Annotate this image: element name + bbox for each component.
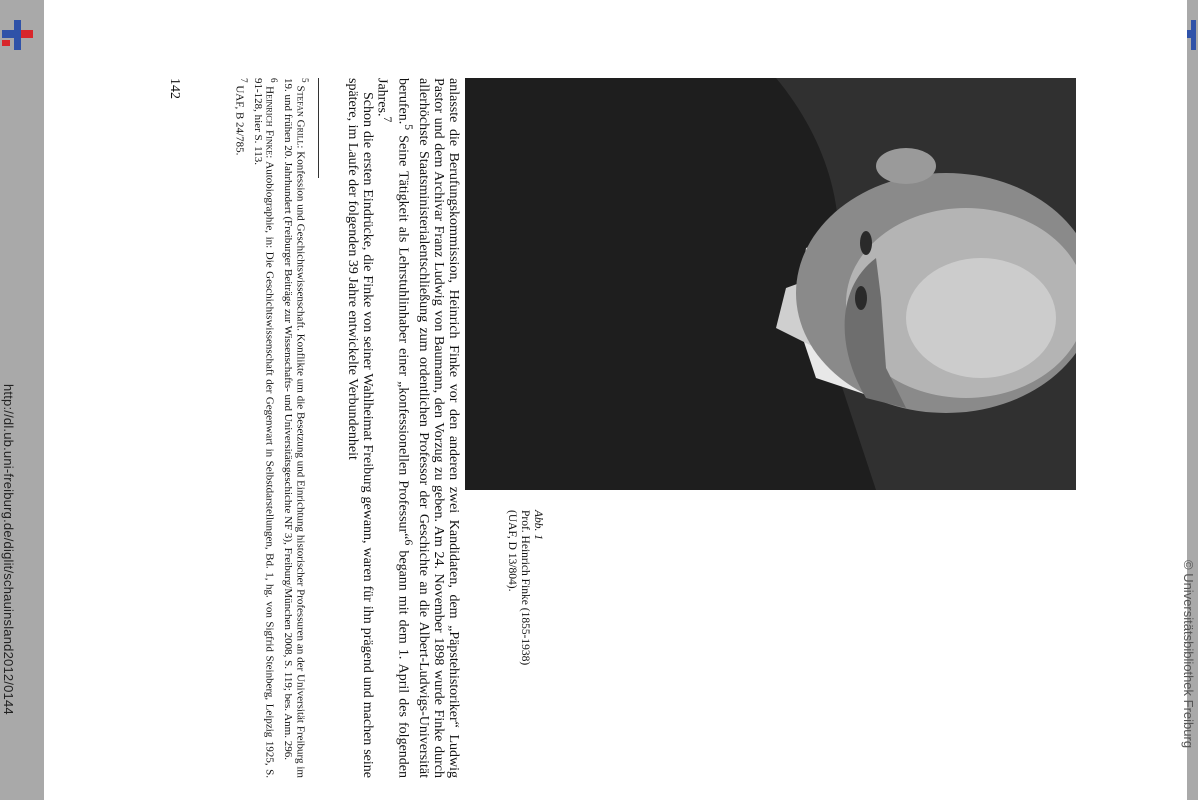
paragraph-1-text: anlasste die Berufungskommission, Heinrich Finke vor den anderen zwei Kandidaten, dem „Päpstehistoriker“ Ludwig Pastor und dem Archivar Franz Ludwig von Baumann, den Vorzug zu geben. Am 24. November 1898 wurde Finke durch allerhöchste Staatsministerialentschließung zum ordentlichen Professor der Geschichte an die Albert-Ludwigs-Universität berufen.	[395, 78, 461, 778]
library-logo-left	[0, 20, 34, 50]
paragraph-2: Schon die ersten Eindrücke, die Finke von seiner Wahlheimat Freiburg gewann, waren für ihn prägend und machen seine spätere, im Laufe der folgenden 39 Jahre entwickelte Verbundenheit	[344, 78, 375, 778]
footnote-divider	[318, 78, 319, 178]
footnote-author: Stefan Grill	[294, 85, 307, 146]
figure-source: (UAF, D 13/804).	[506, 510, 518, 592]
footnote-author: Heinrich Finke	[263, 86, 276, 156]
library-logo-right	[1187, 20, 1198, 50]
footnote-number: 5	[300, 78, 310, 83]
paragraph-1	[375, 78, 461, 778]
body-text	[345, 78, 461, 778]
footnote-6	[252, 78, 281, 778]
footnote-ref-5[interactable]: 5	[402, 124, 415, 131]
figure-label: Abb. 1	[532, 510, 544, 541]
rotated-page-content	[66, 78, 1076, 778]
watermark-copyright-right: © Universitätsbibliothek Freiburg	[1181, 560, 1196, 749]
figure-caption	[505, 510, 544, 780]
paragraph-1-text-b: Seine Tätigkeit als Lehrstuhlinhaber einer „konfessionellen Professur“	[395, 130, 411, 540]
footnotes	[231, 78, 311, 778]
paragraph-1-text-c: begann mit dem 1. April des folgenden Jahres.	[374, 78, 411, 778]
footnote-5	[282, 78, 311, 778]
footnote-text: : Autobiographie, in: Die Geschichtswissenschaft der Gegenwart in Selbstdarstellungen, Bd. 1, hg. von Sigfrid Steinberg, Leipzig 1925, S. 91-128, hier S. 113.	[251, 78, 276, 779]
watermark-url-text: http://dl.ub.uni-freiburg.de/diglit/schauinsland2012/0144	[1, 384, 16, 715]
footnote-number: 7	[238, 78, 249, 83]
page-number: 142	[167, 78, 182, 99]
footnote-text: : Konfession und Geschichtswissenschaft. Konflikte um die Besetzung und Einrichtung historischer Professuren an der Universität Freiburg im 19. und frühen 20. Jahrhundert (Freiburger Beiträge zur Wissenschafts- und Universitätsgeschichte NF 3), Freiburg/München 2008, S. 119; bes. Anm. 296.	[282, 78, 307, 778]
portrait-photo	[465, 78, 1076, 490]
footnote-number: 6	[269, 78, 280, 83]
watermark-url[interactable]	[0, 384, 16, 715]
footnote-7	[233, 78, 250, 778]
figure-name: Prof. Heinrich Finke (1855-1938)	[519, 510, 531, 666]
footnote-ref-7[interactable]: 7	[381, 116, 395, 123]
footnote-ref-6[interactable]: 6	[402, 539, 415, 546]
footnote-text: UAF, B 24/785.	[233, 85, 246, 156]
